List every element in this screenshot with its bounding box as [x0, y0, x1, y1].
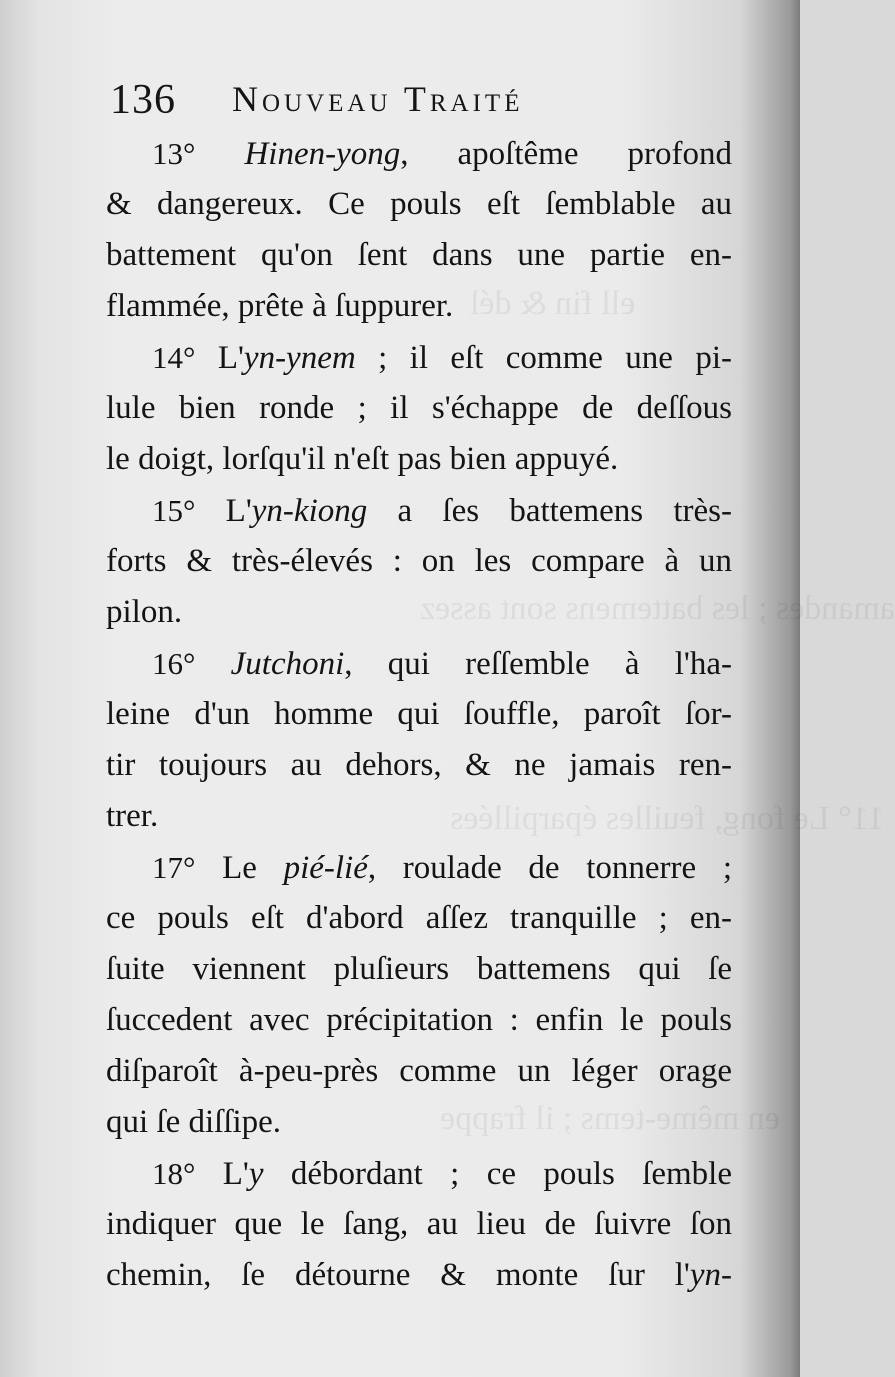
running-title: Nouveau Traité: [232, 79, 524, 119]
text-line: [106, 740, 732, 791]
text-line: [106, 179, 732, 230]
line-text: ce pouls eſt d'abord aſſez tranquille ; en-: [106, 900, 732, 936]
item-number: 18°: [152, 1156, 196, 1191]
line-rest: a ſes battemens très-: [367, 493, 733, 529]
line-rest: débordant ; ce pouls ſemble: [263, 1156, 733, 1192]
text-line: [106, 587, 732, 638]
line-text: trer.: [106, 798, 159, 834]
text-line: [106, 1046, 732, 1097]
line-prefix: L': [217, 340, 244, 376]
item-number: 16°: [152, 646, 196, 681]
show-through-text: ell fin & dél: [470, 285, 636, 322]
text-line: [106, 230, 732, 281]
line-text: & dangereux. Ce pouls eſt ſemblable au: [106, 186, 732, 222]
text-line: [106, 332, 732, 383]
item-number: 13°: [152, 136, 196, 171]
running-header: [110, 76, 650, 126]
paragraph: [106, 485, 732, 638]
line-text: forts & très-élevés : on les compare à un: [106, 543, 732, 579]
pulse-term: Hinen-yong: [244, 136, 401, 172]
text-line: [106, 638, 732, 689]
text-line: [106, 128, 732, 179]
text-line: [106, 281, 732, 332]
item-number: 15°: [152, 493, 196, 528]
line-text: ſuite viennent pluſieurs battemens qui ſe: [106, 951, 732, 987]
pulse-term: pié-lié: [283, 850, 368, 886]
line-text: battement qu'on ſent dans une partie en-: [106, 237, 732, 273]
line-text: lule bien ronde ; il s'échappe de deſſous: [106, 390, 732, 426]
line-text: tir toujours au dehors, & ne jamais ren-: [106, 747, 732, 783]
line-text: qui ſe diſſipe.: [106, 1104, 282, 1140]
line-text: ſuccedent avec précipitation : enfin le pouls: [106, 1002, 732, 1038]
page-number: 136: [110, 77, 176, 123]
paragraph: [106, 842, 732, 1148]
line-text: flammée, prête à ſuppurer.: [106, 288, 454, 324]
pulse-term: yn-: [689, 1257, 732, 1293]
line-rest: ; il eſt comme une pi-: [355, 340, 732, 376]
line-text: pilon.: [106, 594, 183, 630]
paragraph: [106, 1148, 732, 1301]
item-number: 17°: [152, 850, 196, 885]
pulse-term: Jutchoni: [230, 646, 345, 682]
text-line: [106, 1250, 732, 1301]
line-prefix: L': [225, 493, 252, 529]
paragraph: [106, 128, 732, 332]
text-line: [106, 791, 732, 842]
item-number: 14°: [152, 340, 196, 375]
pulse-term: y: [248, 1156, 264, 1192]
text-line: [106, 1097, 732, 1148]
text-line: [106, 1148, 732, 1199]
show-through-text: en même-tems ; il frappe: [440, 1100, 780, 1137]
paragraph: [106, 638, 732, 842]
line-rest: , apoſtême profond: [400, 136, 732, 172]
text-line: [106, 485, 732, 536]
pulse-term: yn-ynem: [243, 340, 356, 376]
text-line: [106, 536, 732, 587]
show-through-text: 11° Le fong, feuilles éparpillées: [450, 800, 885, 837]
line-text: le doigt, lorſqu'il n'eſt pas bien appuyé.: [106, 441, 619, 477]
text-line: [106, 893, 732, 944]
line-text: indiquer que le ſang, au lieu de ſuivre ſon: [106, 1206, 732, 1242]
text-line: [106, 383, 732, 434]
line-rest: , qui reſſemble à l'ha-: [344, 646, 733, 682]
line-prefix: Le: [222, 850, 284, 886]
line-text: diſparoît à-peu-près comme un léger orage: [106, 1053, 732, 1089]
paragraph: [106, 332, 732, 485]
text-line: [106, 434, 732, 485]
text-line: [106, 1199, 732, 1250]
text-line: [106, 944, 732, 995]
text-line: [106, 995, 732, 1046]
pulse-term: yn-kiong: [251, 493, 368, 529]
text-line: [106, 689, 732, 740]
show-through-text: amandes ; les battemens sont assez: [420, 590, 895, 627]
line-rest: , roulade de tonnerre ;: [367, 850, 732, 886]
body-text: [106, 128, 732, 1301]
text-line: [106, 842, 732, 893]
line-text: leine d'un homme qui ſouffle, paroît ſor-: [106, 696, 732, 732]
line-prefix: chemin, ſe détourne & monte ſur l': [106, 1257, 690, 1293]
line-prefix: L': [222, 1156, 249, 1192]
